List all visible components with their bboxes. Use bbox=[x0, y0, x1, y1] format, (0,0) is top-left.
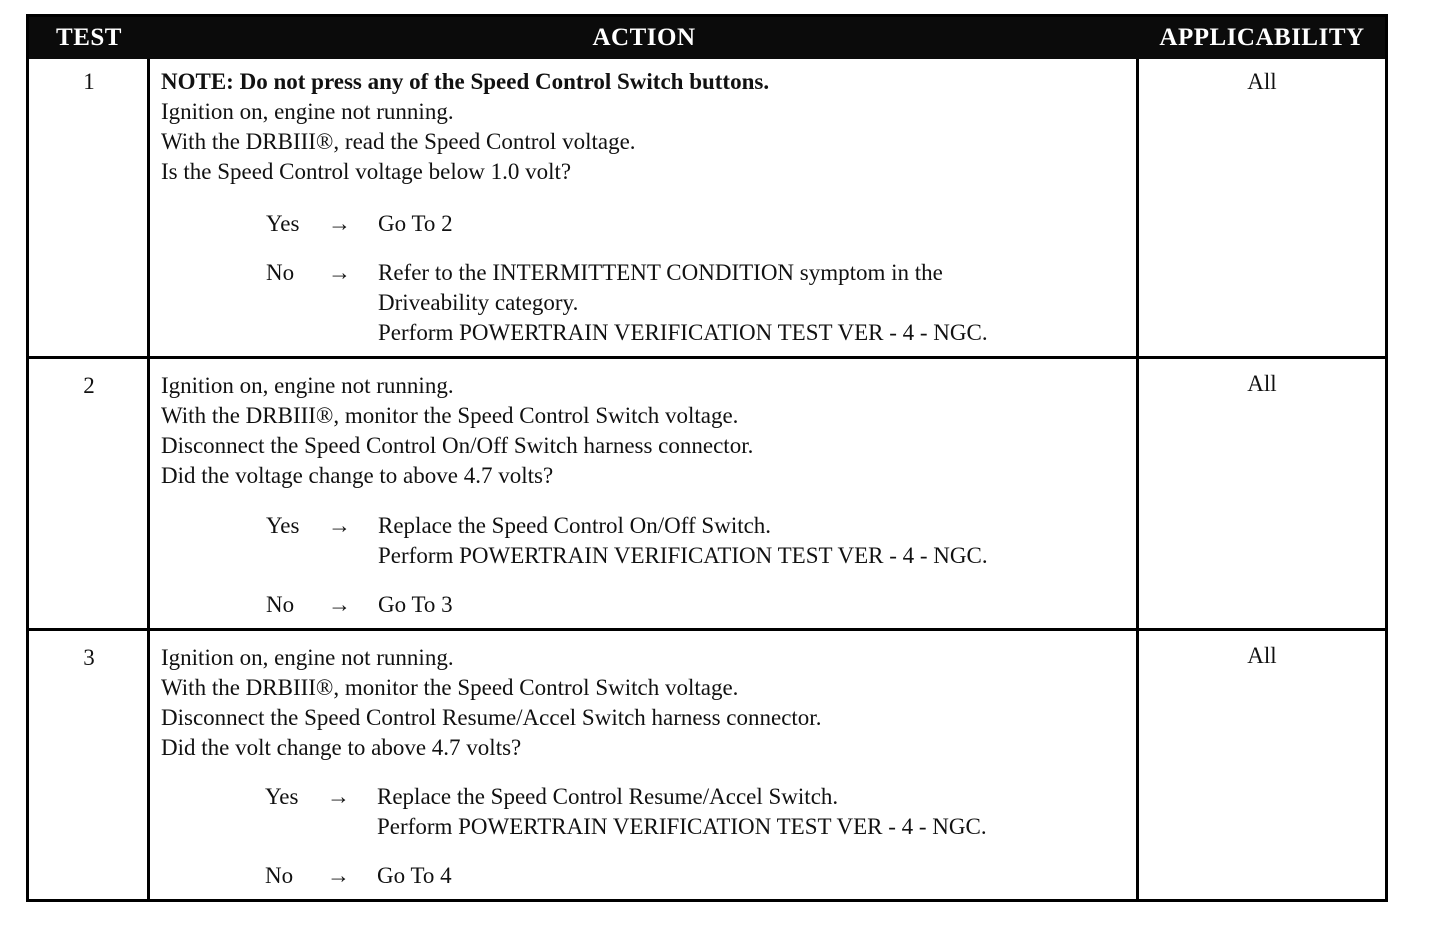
action-line: With the DRBIII®, read the Speed Control voltage. bbox=[161, 129, 636, 154]
arrow-icon: → bbox=[328, 211, 351, 236]
header-applicability: APPLICABILITY bbox=[1159, 24, 1365, 51]
no-branch bbox=[266, 590, 1136, 620]
action-line: With the DRBIII®, monitor the Speed Control Switch voltage. bbox=[161, 675, 739, 700]
no-label: No bbox=[266, 592, 295, 617]
result-line: Go To 3 bbox=[378, 592, 453, 617]
column-divider bbox=[147, 59, 150, 899]
header-test: TEST bbox=[56, 24, 122, 51]
no-result bbox=[377, 861, 1137, 891]
action-line: Ignition on, engine not running. bbox=[161, 645, 454, 670]
no-branch bbox=[266, 258, 1136, 348]
arrow-icon: → bbox=[327, 863, 350, 888]
action-line: With the DRBIII®, monitor the Speed Control Switch voltage. bbox=[161, 403, 739, 428]
action-text bbox=[161, 371, 1131, 491]
note-line: NOTE: Do not press any of the Speed Control Switch buttons. bbox=[161, 69, 770, 94]
arrow-icon: → bbox=[328, 260, 351, 285]
result-line: Refer to the INTERMITTENT CONDITION symptom in the bbox=[378, 260, 943, 285]
yes-result bbox=[377, 782, 1137, 842]
header-action: ACTION bbox=[592, 24, 696, 51]
action-line: Is the Speed Control voltage below 1.0 volt? bbox=[161, 159, 572, 184]
arrow-icon: → bbox=[328, 592, 351, 617]
test-number: 2 bbox=[83, 373, 95, 398]
action-line: Ignition on, engine not running. bbox=[161, 99, 454, 124]
no-label: No bbox=[266, 260, 295, 285]
action-line: Did the voltage change to above 4.7 volts? bbox=[161, 463, 554, 488]
action-line: Disconnect the Speed Control Resume/Accel Switch harness connector. bbox=[161, 705, 822, 730]
action-text bbox=[161, 67, 1131, 187]
yes-branch bbox=[266, 209, 1136, 239]
diagnostic-test-table bbox=[26, 14, 1388, 902]
yes-branch bbox=[266, 511, 1136, 571]
action-line: Disconnect the Speed Control On/Off Switch harness connector. bbox=[161, 433, 754, 458]
result-line: Perform POWERTRAIN VERIFICATION TEST VER - 4 - NGC. bbox=[378, 320, 988, 345]
row-divider bbox=[29, 628, 1385, 631]
action-text bbox=[161, 643, 1131, 763]
table-header bbox=[29, 17, 1385, 59]
no-result bbox=[378, 258, 1138, 348]
no-branch bbox=[265, 861, 1135, 891]
yes-label: Yes bbox=[265, 784, 299, 809]
yes-result bbox=[378, 209, 1138, 239]
yes-result bbox=[378, 511, 1138, 571]
applicability-value: All bbox=[1247, 371, 1277, 396]
result-line: Go To 4 bbox=[377, 863, 452, 888]
row-divider bbox=[29, 356, 1385, 359]
applicability-value: All bbox=[1247, 69, 1277, 94]
yes-branch bbox=[265, 782, 1135, 842]
result-line: Driveability category. bbox=[378, 290, 579, 315]
applicability-value: All bbox=[1247, 643, 1277, 668]
result-line: Replace the Speed Control On/Off Switch. bbox=[378, 513, 772, 538]
yes-label: Yes bbox=[266, 211, 300, 236]
action-line: Did the volt change to above 4.7 volts? bbox=[161, 735, 522, 760]
arrow-icon: → bbox=[327, 784, 350, 809]
yes-label: Yes bbox=[266, 513, 300, 538]
test-number: 1 bbox=[83, 69, 95, 94]
result-line: Perform POWERTRAIN VERIFICATION TEST VER - 4 - NGC. bbox=[377, 814, 987, 839]
column-divider bbox=[1136, 59, 1139, 899]
arrow-icon: → bbox=[328, 513, 351, 538]
result-line: Replace the Speed Control Resume/Accel Switch. bbox=[377, 784, 839, 809]
result-line: Perform POWERTRAIN VERIFICATION TEST VER - 4 - NGC. bbox=[378, 543, 988, 568]
action-line: Ignition on, engine not running. bbox=[161, 373, 454, 398]
result-line: Go To 2 bbox=[378, 211, 453, 236]
no-label: No bbox=[265, 863, 294, 888]
no-result bbox=[378, 590, 1138, 620]
test-number: 3 bbox=[83, 645, 95, 670]
